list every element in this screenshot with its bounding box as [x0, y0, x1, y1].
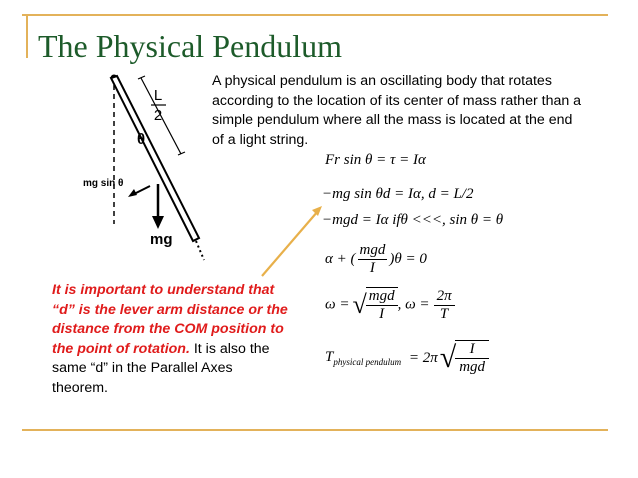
eq5-denominator: I	[379, 306, 385, 322]
equation-lever-arm: −mg sin θd = Iα, d = L/2	[322, 186, 474, 202]
length-numerator-label: L	[153, 87, 163, 104]
equation-period: $T_{physical pendulum} = 2\pi√$ I mgd	[325, 340, 489, 376]
eq5-denominator-period: T	[439, 305, 449, 322]
note-emphasis: It is important to understand that “d” is the lever arm distance or the distance from the COM position to the point of rotation.	[52, 282, 288, 357]
eq6-two-pi: = 2π	[408, 349, 438, 366]
eq6-numerator: I	[455, 341, 489, 359]
eq5-omega: ω =	[325, 296, 350, 313]
slide-title: The Physical Pendulum	[38, 28, 342, 64]
torque-label: mg sin θ	[83, 178, 124, 189]
length-denominator-label: 2	[153, 107, 163, 124]
equation-small-angle: −mgd = Iα ifθ <<<, sin θ = θ	[322, 212, 504, 228]
angle-label: θ	[137, 131, 146, 148]
equation-omega: ω = √ mgd I , ω = $\frac{2\pi}{T}$	[325, 287, 455, 323]
eq5-middle: , ω =	[397, 296, 430, 313]
eq5-numerator: mgd	[366, 288, 398, 306]
eq4-numerator: mgd	[359, 242, 386, 258]
eq4-denominator: I	[369, 260, 375, 276]
weight-label: mg	[150, 231, 173, 248]
eq4-right: )θ = 0	[389, 251, 427, 267]
intro-paragraph: A physical pendulum is an oscillating body that rotates according to the location of its center of mass rather than a simple pendulum where all the mass is located at the end of a light string.	[212, 73, 582, 148]
eq5-numerator-two-pi: 2π	[434, 288, 455, 306]
eq6-denominator: mgd	[459, 359, 486, 375]
eq6-period-symbol: T	[325, 349, 334, 365]
eq4-left: α + (	[325, 251, 356, 267]
eq6-subscript: physical pendulum	[333, 357, 402, 367]
lever-arm-note	[52, 281, 292, 398]
note-rest: It is also the same “d” in the Parallel Axes theorem.	[52, 340, 270, 396]
equation-torque: Fr sin θ = τ = Iα	[325, 152, 426, 168]
